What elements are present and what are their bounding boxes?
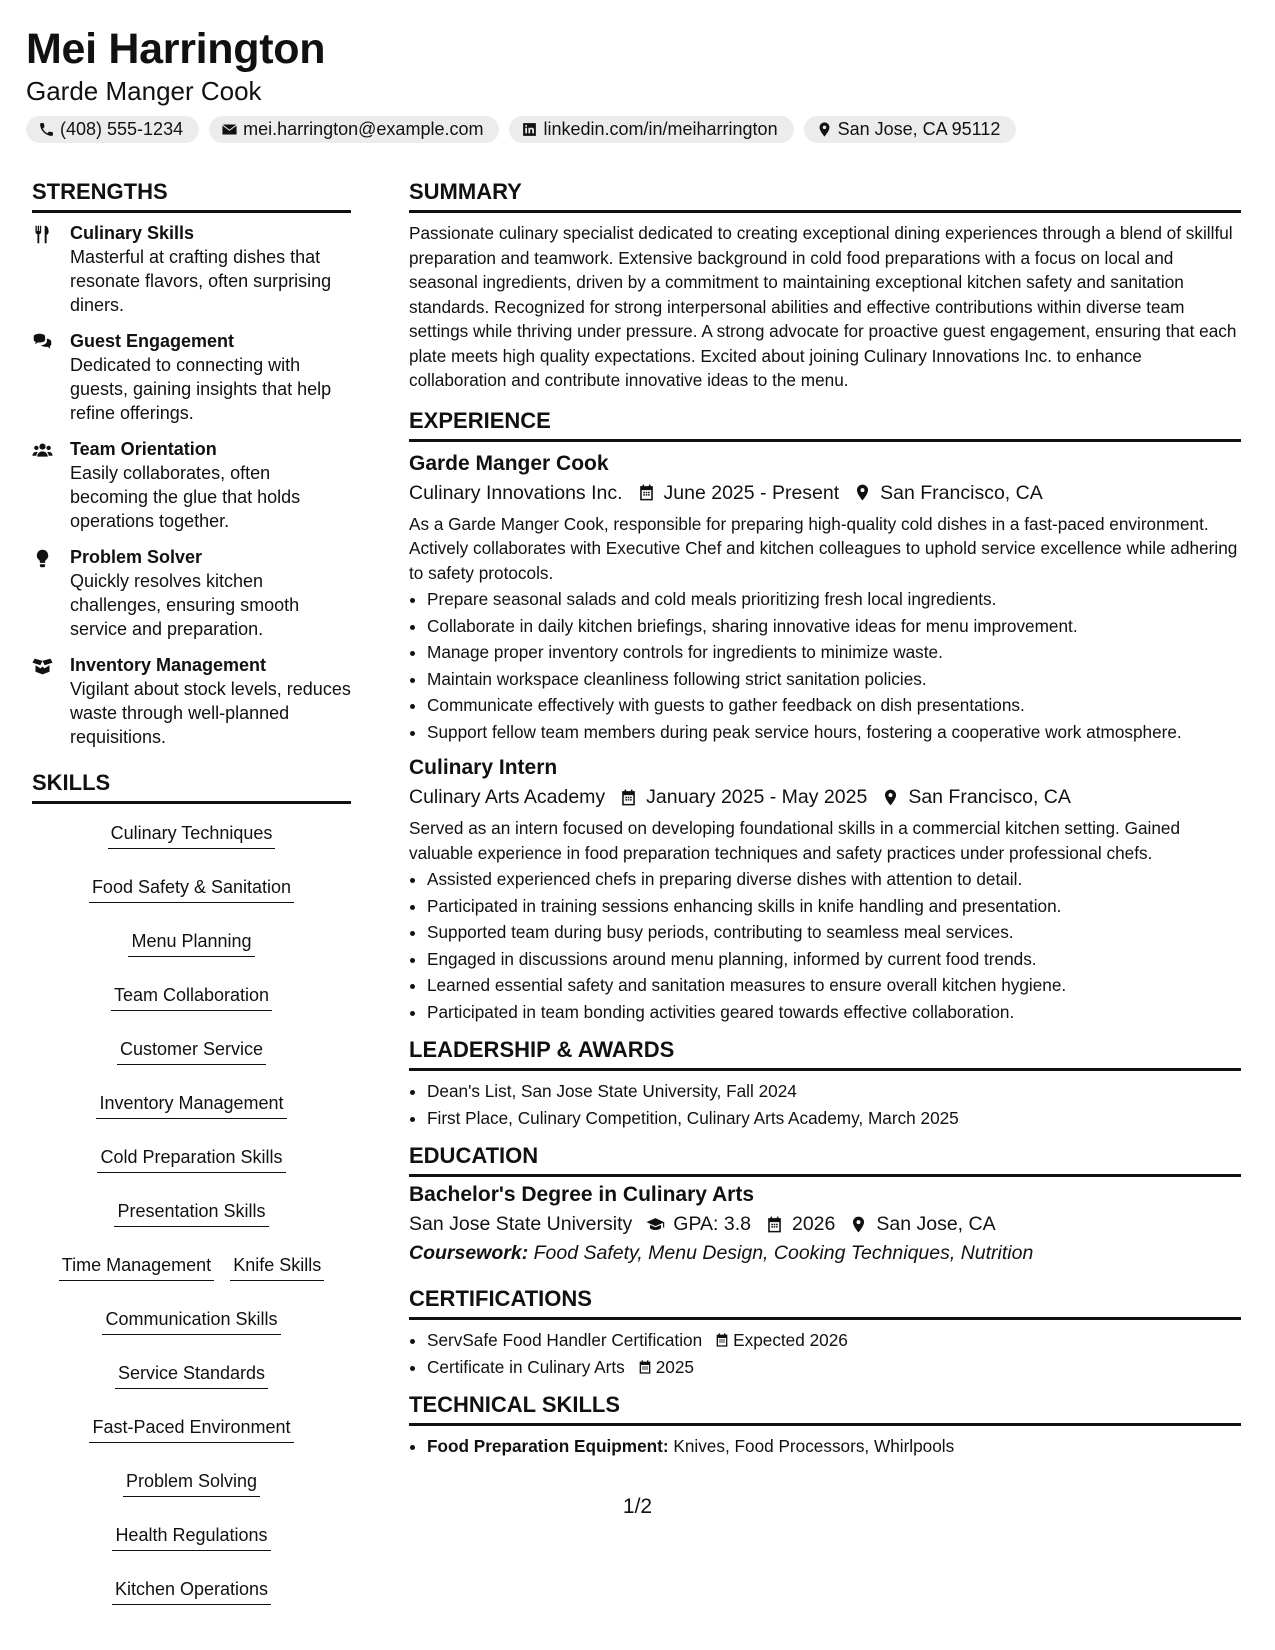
job-location: San Francisco, CA — [880, 481, 1043, 504]
job-dates: January 2025 - May 2025 — [646, 786, 868, 808]
skill-tag: Menu Planning — [128, 929, 254, 957]
skill-tag: Service Standards — [115, 1361, 268, 1389]
certification-date: Expected 2026 — [733, 1330, 848, 1350]
job-dates: June 2025 - Present — [663, 481, 840, 504]
certification-item — [427, 1328, 1241, 1353]
contact-phone-text: (408) 555-1234 — [60, 119, 184, 139]
job-role: Culinary Intern — [409, 756, 558, 779]
location-pin-icon — [881, 788, 900, 807]
left-column — [32, 178, 351, 1605]
job-meta — [409, 478, 1241, 508]
skills-heading: SKILLS — [32, 769, 351, 804]
summary-heading: SUMMARY — [409, 178, 1241, 213]
certifications-list — [409, 1328, 1241, 1379]
job-entry — [409, 754, 1241, 1024]
skill-tag: Customer Service — [117, 1037, 266, 1065]
skill-tag: Kitchen Operations — [112, 1577, 271, 1605]
certification-name: ServSafe Food Handler Certification — [427, 1330, 703, 1350]
job-bullets — [409, 587, 1241, 744]
strength-item — [32, 221, 351, 317]
contact-bar — [26, 116, 1256, 143]
education-heading: EDUCATION — [409, 1142, 1241, 1177]
graduation-cap-icon — [646, 1215, 665, 1234]
education-meta — [409, 1209, 1241, 1239]
job-bullets — [409, 867, 1241, 1024]
envelope-icon — [221, 121, 238, 138]
skills-list — [32, 812, 351, 1605]
box-open-icon — [32, 656, 53, 677]
skill-tag: Time Management — [59, 1253, 214, 1281]
job-description: As a Garde Manger Cook, responsible for preparing high-quality cold dishes in a fast-paced environment. Actively collaborates with Executive Chef and kitchen colleagues to uphold service excellence while adhering to safety protocols. — [409, 513, 1238, 583]
award-item: • First Place, Culinary Competition, Culinary Arts Academy, March 2025 — [427, 1106, 1241, 1131]
job-description: Served as an intern focused on developing foundational skills in a commercial kitchen setting. Gained valuable experience in food preparation techniques and safety practices under professional chefs. — [409, 818, 1181, 863]
school-name: San Jose State University — [409, 1213, 633, 1235]
strength-name: Problem Solver — [70, 547, 203, 567]
gpa: GPA: 3.8 — [673, 1213, 751, 1235]
job-bullet: • Supported team during busy periods, contributing to seamless meal services. — [427, 920, 1241, 945]
skill-tag: Presentation Skills — [114, 1199, 268, 1227]
job-bullet: • Communicate effectively with guests to gather feedback on dish presentations. — [427, 693, 1241, 718]
location-pin-icon — [849, 1215, 868, 1234]
technical-skill-value: Knives, Food Processors, Whirlpools — [673, 1436, 955, 1456]
skill-tag: Health Regulations — [112, 1523, 270, 1551]
skill-tag: Team Collaboration — [111, 983, 272, 1011]
page-number: 1/2 — [622, 1495, 653, 1518]
job-bullet: • Maintain workspace cleanliness following strict sanitation policies. — [427, 667, 1241, 692]
resume-header — [26, 22, 1256, 143]
certification-date: 2025 — [655, 1356, 694, 1377]
coursework-list: Food Safety, Menu Design, Cooking Techniques, Nutrition — [533, 1242, 1034, 1264]
contact-email-text: mei.harrington@example.com — [243, 119, 484, 139]
technical-skill-label: Food Preparation Equipment: — [427, 1436, 669, 1456]
strength-item — [32, 653, 351, 749]
job-bullet: • Manage proper inventory controls for ingredients to minimize waste. — [427, 640, 1241, 665]
skill-tag: Knife Skills — [230, 1253, 324, 1281]
leadership-list — [409, 1079, 1241, 1130]
right-column — [409, 178, 1241, 1459]
job-role: Garde Manger Cook — [409, 451, 609, 475]
strength-desc: Masterful at crafting dishes that resonate flavors, often surprising diners. — [70, 247, 332, 315]
comments-icon — [32, 332, 53, 353]
skill-tag: Cold Preparation Skills — [97, 1145, 285, 1173]
calendar-icon — [619, 788, 638, 807]
strength-desc: Dedicated to connecting with guests, gaining insights that help refine offerings. — [70, 355, 332, 423]
degree-name: Bachelor's Degree in Culinary Arts — [409, 1183, 754, 1206]
job-bullet: • Learned essential safety and sanitation measures to ensure overall kitchen hygiene. — [427, 973, 1241, 998]
school-location: San Jose, CA — [876, 1213, 996, 1235]
coursework — [409, 1239, 1241, 1267]
skill-tag: Problem Solving — [123, 1469, 260, 1497]
job-bullet: • Participated in training sessions enhancing skills in knife handling and presentation. — [427, 894, 1241, 919]
skill-tag: Culinary Techniques — [108, 821, 276, 849]
strengths-list — [32, 221, 351, 749]
technical-skills-list — [409, 1434, 1241, 1459]
contact-linkedin-text: linkedin.com/in/meiharrington — [543, 119, 778, 139]
contact-phone[interactable] — [26, 116, 199, 143]
job-bullet: • Participated in team bonding activities geared towards effective collaboration. — [427, 1000, 1241, 1025]
candidate-title: Garde Manger Cook — [26, 76, 262, 106]
award-item: • Dean's List, San Jose State University, Fall 2024 — [427, 1079, 1241, 1104]
leadership-heading: LEADERSHIP & AWARDS — [409, 1036, 1241, 1071]
strength-desc: Quickly resolves kitchen challenges, ensuring smooth service and preparation. — [70, 571, 300, 639]
contact-linkedin[interactable] — [509, 116, 793, 143]
location-pin-icon — [816, 121, 833, 138]
calendar-icon — [637, 1359, 653, 1375]
job-bullet: • Engaged in discussions around menu planning, informed by current food trends. — [427, 947, 1241, 972]
strength-name: Team Orientation — [70, 439, 217, 459]
strength-name: Culinary Skills — [70, 223, 195, 243]
skill-tag: Inventory Management — [96, 1091, 286, 1119]
phone-icon — [38, 121, 55, 138]
job-bullet: • Assisted experienced chefs in preparing diverse dishes with attention to detail. — [427, 867, 1241, 892]
calendar-icon — [714, 1332, 730, 1348]
job-location: San Francisco, CA — [908, 786, 1071, 808]
summary-text: Passionate culinary specialist dedicated to creating exceptional dining experiences through a blend of skillful preparation and teamwork. Extensive background in cold food preparations with a focus on local and seasonal ingredients, driven by a commitment to maintaining exceptional kitchen safety and sanitation standards. Recognized for strong interpersonal abilities and effective contributions within diverse team settings while thriving under pressure. A strong advocate for proactive guest engagement, ensuring that each plate meets high quality expectations. Excited about joining Culinary Innovations Inc. to enhance collaboration and contribute innovative ideas to the menu. — [409, 223, 1237, 390]
contact-location-text: San Jose, CA 95112 — [837, 119, 1001, 139]
certifications-heading: CERTIFICATIONS — [409, 1285, 1241, 1320]
skill-tag: Fast-Paced Environment — [89, 1415, 293, 1443]
users-icon — [32, 440, 53, 461]
grad-year: 2026 — [791, 1213, 836, 1235]
contact-email[interactable] — [209, 116, 499, 143]
contact-location — [804, 116, 1017, 143]
experience-heading: EXPERIENCE — [409, 407, 1241, 442]
strengths-heading: STRENGTHS — [32, 178, 351, 213]
location-pin-icon — [853, 483, 872, 502]
strength-item — [32, 329, 351, 425]
technical-skill-item — [427, 1434, 1241, 1459]
job-bullet: • Support fellow team members during peak service hours, fostering a cooperative work atmosphere. — [427, 720, 1241, 745]
strength-name: Inventory Management — [70, 655, 267, 675]
skill-tag: Food Safety & Sanitation — [89, 875, 294, 903]
job-entry — [409, 450, 1241, 745]
job-bullet: • Collaborate in daily kitchen briefings, sharing innovative ideas for menu improvement. — [427, 614, 1241, 639]
coursework-label: Coursework: — [409, 1242, 529, 1264]
skill-tag: Communication Skills — [102, 1307, 280, 1335]
certification-item — [427, 1355, 1241, 1380]
lightbulb-icon — [32, 548, 53, 569]
job-company: Culinary Arts Academy — [409, 786, 606, 808]
job-meta — [409, 782, 1241, 812]
candidate-name: Mei Harrington — [26, 25, 326, 73]
job-bullet: • Prepare seasonal salads and cold meals prioritizing fresh local ingredients. — [427, 587, 1241, 612]
calendar-icon — [765, 1215, 784, 1234]
calendar-icon — [637, 483, 656, 502]
certification-name: Certificate in Culinary Arts — [427, 1356, 625, 1377]
utensils-icon — [32, 224, 53, 245]
technical-skills-heading: TECHNICAL SKILLS — [409, 1391, 1241, 1426]
strength-item — [32, 437, 351, 533]
strength-desc: Easily collaborates, often becoming the glue that holds operations together. — [70, 463, 301, 531]
linkedin-icon — [521, 121, 538, 138]
strength-desc: Vigilant about stock levels, reduces waste through well-planned requisitions. — [70, 679, 351, 747]
strength-name: Guest Engagement — [70, 331, 235, 351]
strength-item — [32, 545, 351, 641]
job-company: Culinary Innovations Inc. — [409, 481, 623, 504]
